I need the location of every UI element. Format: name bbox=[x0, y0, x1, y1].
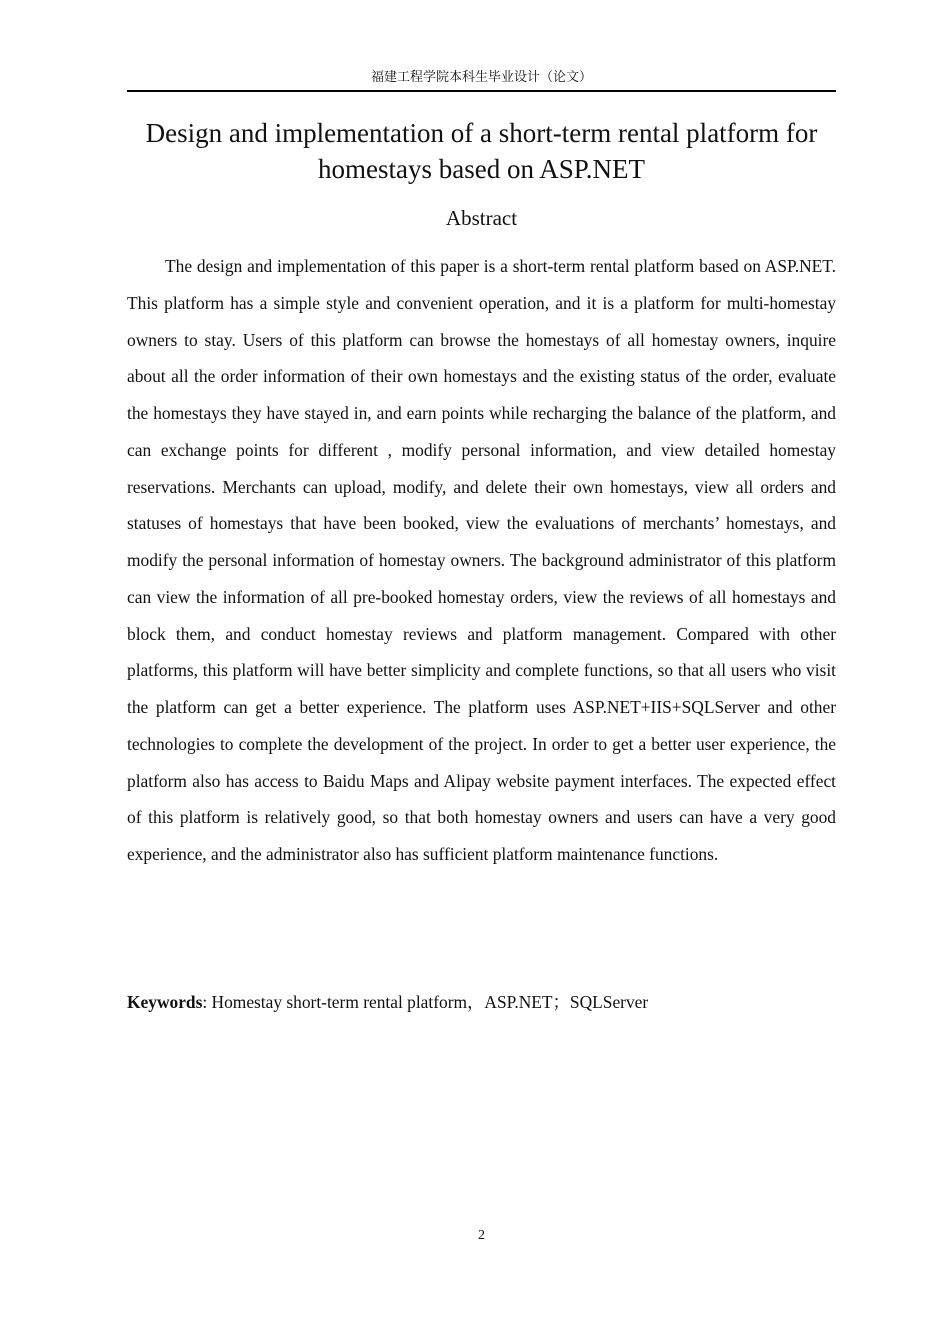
keywords-list: : Homestay short-term rental platform，ASP.NET；SQLServer bbox=[202, 992, 649, 1012]
abstract-body: The design and implementation of this paper is a short-term rental platform based on ASP.NET. This platform has a simple style and convenient operation, and it is a platform for multi-homestay owners to stay. Users of this platform can browse the homestays of all homestay owners, inquire about all the order information of their own homestays and the existing status of the order, evaluate the homestays they have stayed in, and earn points while recharging the balance of the platform, and can exchange points for different , modify personal information, and view detailed homestay reservations. Merchants can upload, modify, and delete their own homestays, view all orders and statuses of homestays that have been booked, view the evaluations of merchants’ homestays, and modify the personal information of homestay owners. The background administrator of this platform can view the information of all pre-booked homestay orders, view the reviews of all homestays and block them, and conduct homestay reviews and platform management. Compared with other platforms, this platform will have better simplicity and complete functions, so that all users who visit the platform can get a better experience. The platform uses ASP.NET+IIS+SQLServer and other technologies to complete the development of the project. In order to get a better user experience, the platform also has access to Baidu Maps and Alipay website payment interfaces. The expected effect of this platform is relatively good, so that both homestay owners and users can have a very good experience, and the administrator also has sufficient platform maintenance functions. bbox=[127, 256, 836, 864]
keywords-label: Keywords bbox=[127, 992, 203, 1012]
abstract-heading: Abstract bbox=[445, 206, 518, 230]
keywords-line bbox=[127, 984, 836, 1020]
page-number: 2 bbox=[478, 1228, 485, 1243]
paper-title: Design and implementation of a short-term rental platform for homestays based on ASP.NET bbox=[145, 118, 818, 184]
running-header: 福建工程学院本科生毕业设计（论文） bbox=[127, 66, 836, 92]
